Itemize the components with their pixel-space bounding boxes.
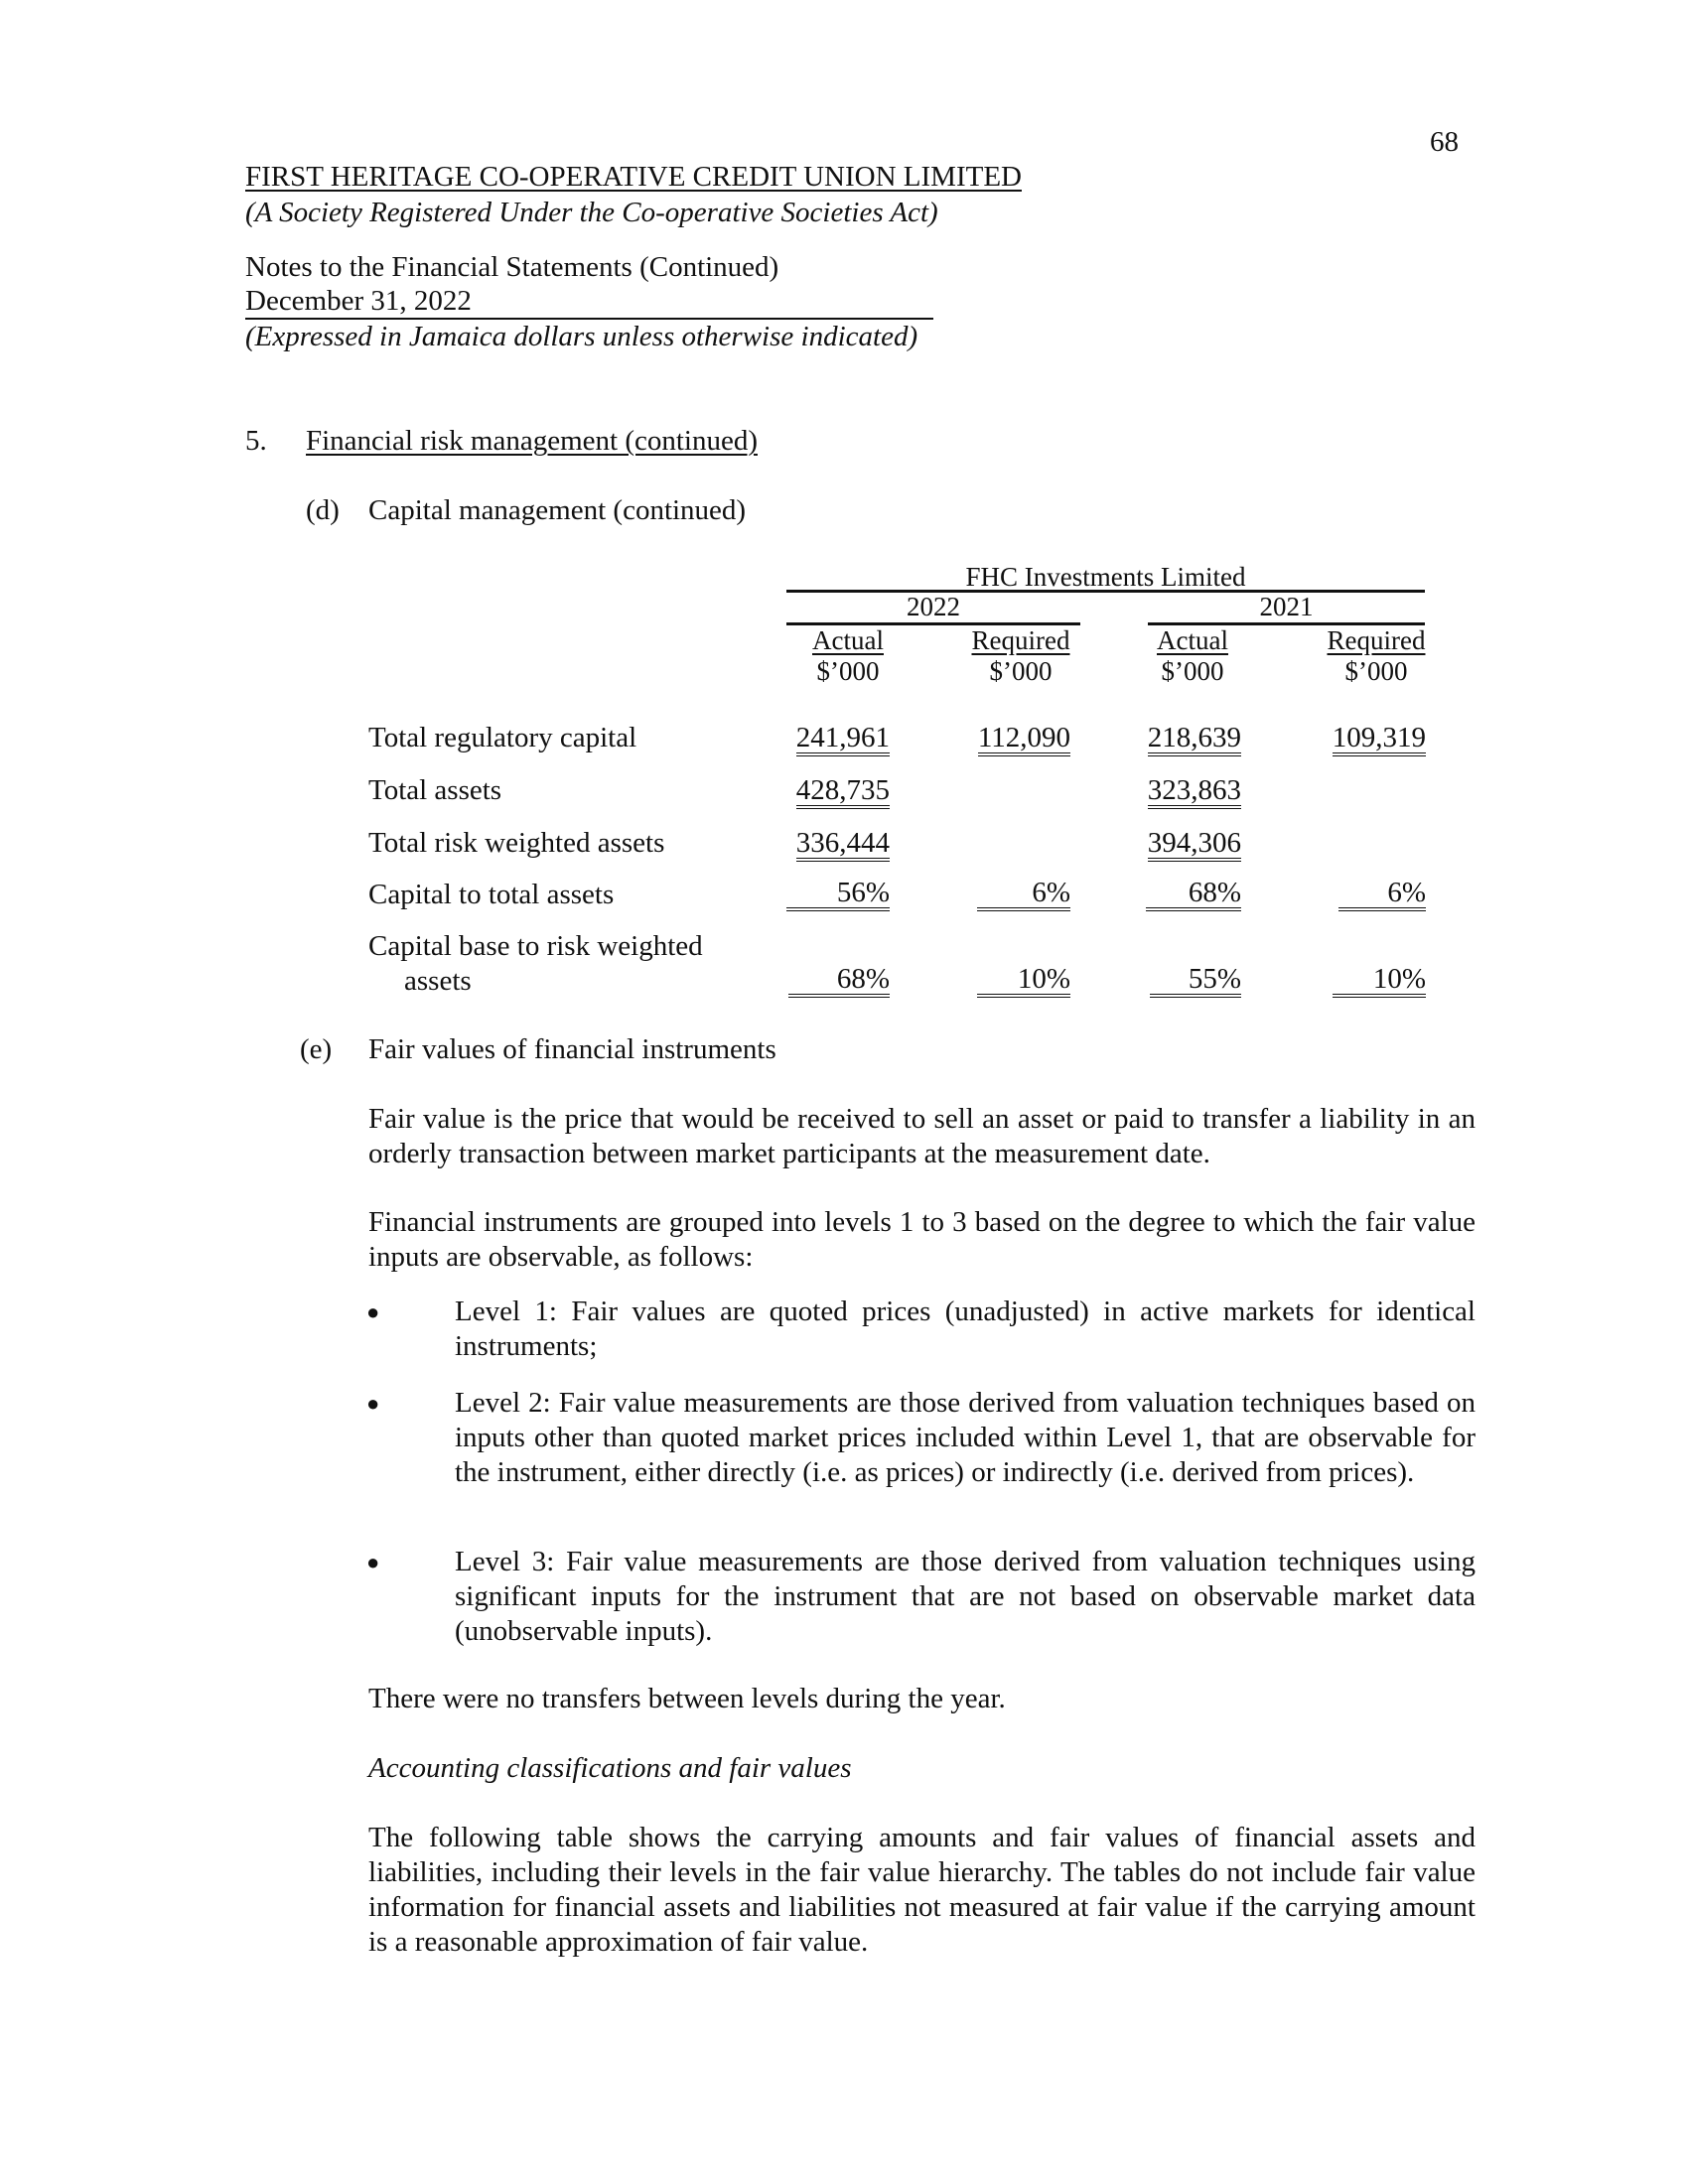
table-cell: 6%: [977, 878, 1070, 911]
table-cell: 10%: [977, 964, 1070, 998]
column-header: Required: [971, 625, 1070, 655]
table-entity-header: FHC Investments Limited: [965, 562, 1246, 592]
row-label: Capital to total assets: [368, 879, 615, 910]
column-header: Actual: [812, 625, 884, 655]
row-label: Total risk weighted assets: [368, 827, 665, 859]
table-cell: 323,863: [1148, 775, 1241, 809]
row-label: Capital base to risk weighted: [368, 930, 703, 962]
table-cell: 394,306: [1148, 828, 1241, 862]
table-cell: 112,090: [978, 723, 1070, 756]
table-cell: 109,319: [1333, 723, 1426, 756]
company-name: FIRST HERITAGE CO-OPERATIVE CREDIT UNION LIMITED: [245, 161, 1022, 193]
paragraph-levels-intro: Financial instruments are grouped into levels 1 to 3 based on the degree to which the fair value inputs are observable, as follows:: [368, 1206, 1476, 1273]
bullet-level-2: Level 2: Fair value measurements are those derived from valuation techniques based on inputs other than quoted market prices included within Level 1, that are observable for the instrument, either directly (i.e. as prices) or indirectly (i.e. derived from prices).: [455, 1387, 1476, 1488]
currency-note: (Expressed in Jamaica dollars unless otherwise indicated): [245, 321, 918, 352]
table-cell: 6%: [1338, 878, 1426, 911]
row-label: Total regulatory capital: [368, 722, 637, 753]
table-cell: 56%: [786, 878, 890, 911]
column-header: Actual: [1157, 625, 1228, 655]
bullet-icon: ●: [366, 1550, 380, 1574]
year-header-2021: 2021: [1259, 592, 1314, 621]
table-cell: 336,444: [796, 828, 890, 862]
column-unit: $’000: [1161, 656, 1224, 686]
bullet-level-3: Level 3: Fair value measurements are those derived from valuation techniques using significant inputs for the instrument that are not based on observable market data (unobservable inputs).: [455, 1546, 1476, 1647]
statement-date: December 31, 2022: [245, 285, 933, 320]
paragraph-table-description: The following table shows the carrying amounts and fair values of financial assets and liabilities, including their levels in the fair value hierarchy. The tables do not include fair value information for financial assets and liabilities not measured at fair value if the carrying amount is a reasonable approximation of fair value.: [368, 1822, 1476, 1958]
table-cell: 68%: [1146, 878, 1241, 911]
paragraph-no-transfers: There were no transfers between levels during the year.: [368, 1683, 1006, 1714]
year-header-2022: 2022: [907, 592, 960, 621]
row-label: Total assets: [368, 774, 502, 806]
table-cell: 218,639: [1148, 723, 1241, 756]
table-cell: 10%: [1333, 964, 1426, 998]
column-unit: $’000: [1344, 656, 1408, 686]
table-cell: 241,961: [796, 723, 890, 756]
table-cell: 55%: [1150, 964, 1241, 998]
column-header: Required: [1327, 625, 1426, 655]
company-subtitle: (A Society Registered Under the Co-operative Societies Act): [245, 197, 938, 228]
notes-title: Notes to the Financial Statements (Continued): [245, 251, 779, 283]
column-unit: $’000: [816, 656, 880, 686]
table-cell: 68%: [788, 964, 890, 998]
column-unit: $’000: [989, 656, 1053, 686]
subsection-e-label: (e): [300, 1033, 333, 1065]
bullet-level-1: Level 1: Fair values are quoted prices (unadjusted) in active markets for identical instruments;: [455, 1296, 1476, 1362]
page-number: 68: [1430, 126, 1459, 158]
subheading-accounting-classifications: Accounting classifications and fair values: [368, 1752, 852, 1784]
row-label-continued: assets: [404, 965, 472, 997]
subsection-d-label: (d): [306, 494, 340, 526]
bullet-icon: ●: [366, 1299, 380, 1324]
section-number: 5.: [245, 425, 267, 457]
table-cell: 428,735: [796, 775, 890, 809]
subsection-d-title: Capital management (continued): [368, 494, 747, 526]
subsection-e-title: Fair values of financial instruments: [368, 1033, 776, 1065]
section-title: Financial risk management (continued): [306, 425, 758, 457]
bullet-icon: ●: [366, 1391, 380, 1416]
paragraph-fair-value-definition: Fair value is the price that would be received to sell an asset or paid to transfer a liability in an orderly transaction between market participants at the measurement date.: [368, 1103, 1476, 1169]
